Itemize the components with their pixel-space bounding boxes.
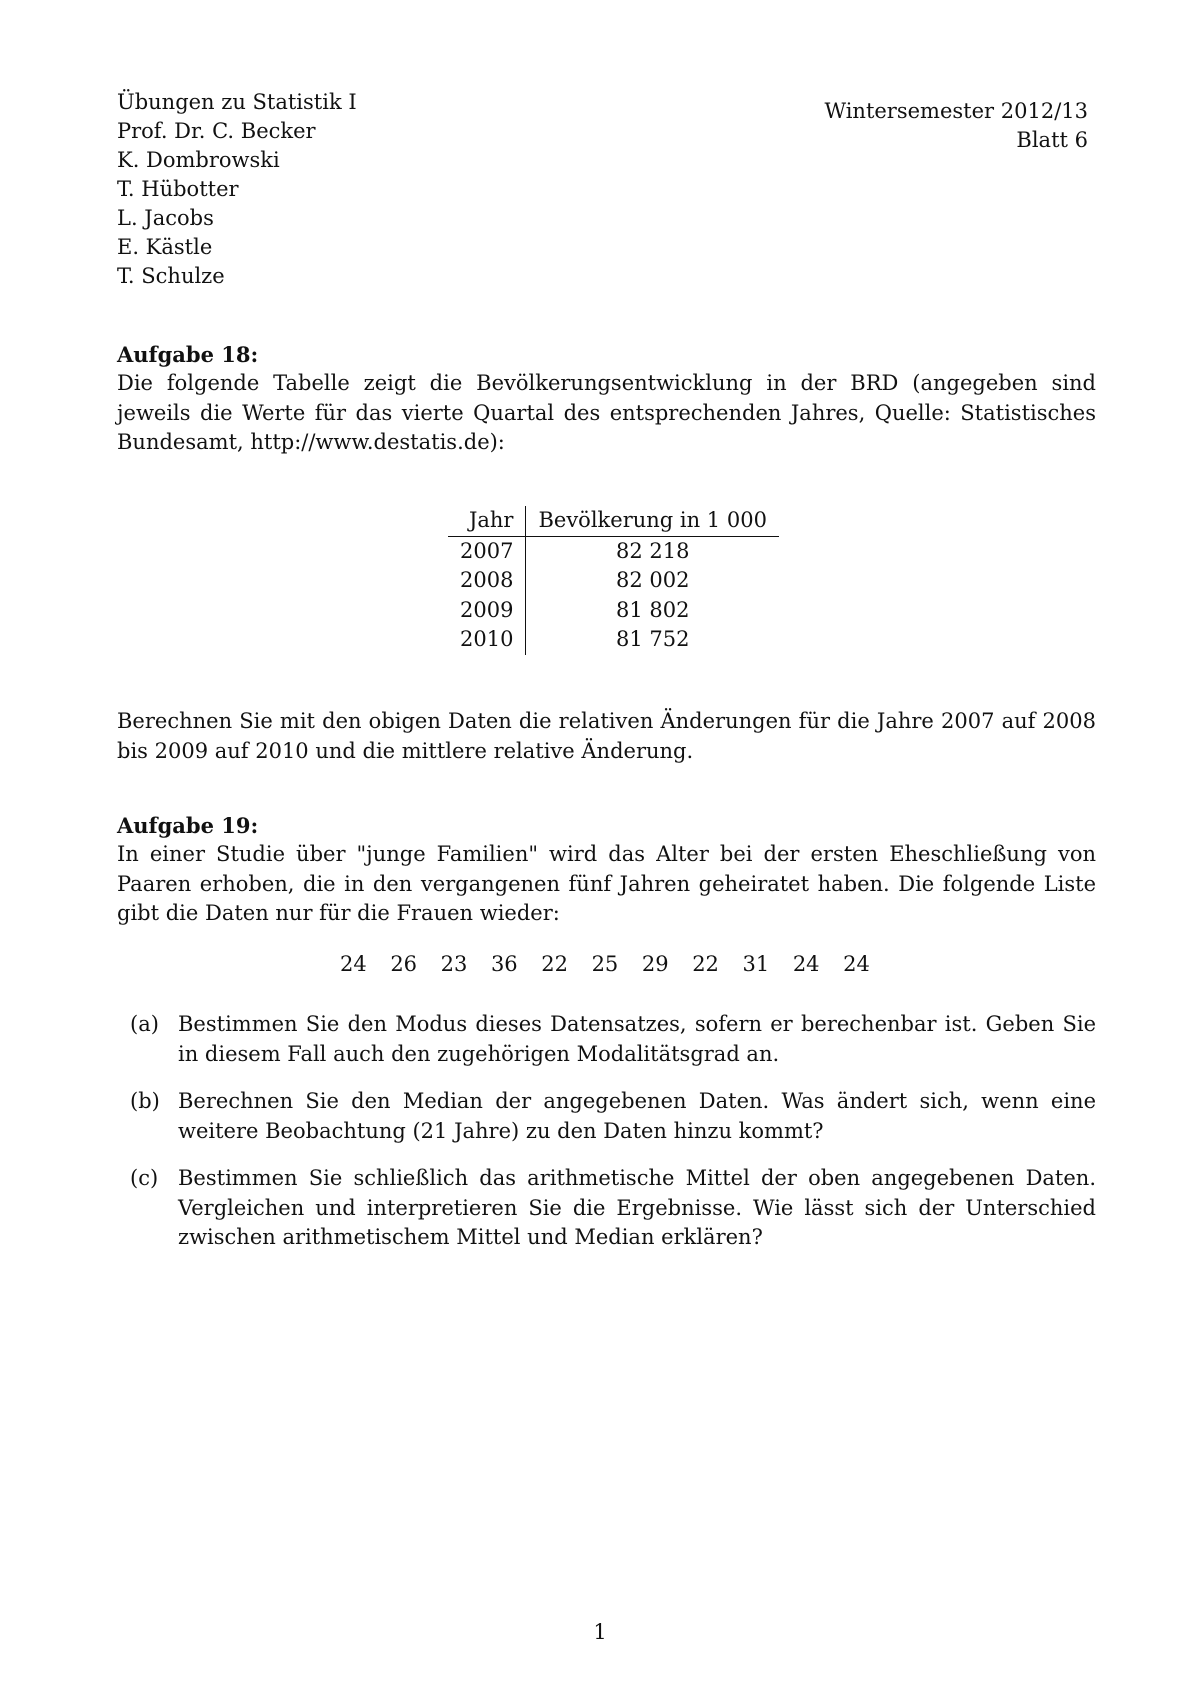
table-row [448, 625, 779, 655]
data-value: 25 [591, 952, 619, 976]
population-cell: 81 802 [615, 597, 690, 622]
table-row [448, 536, 779, 566]
course-header [117, 88, 677, 291]
column-header-population: Bevölkerung in 1 000 [526, 506, 779, 536]
data-value: 31 [742, 952, 770, 976]
data-value: 36 [490, 952, 518, 976]
task-18-heading: Aufgabe 18: [117, 342, 259, 367]
year-cell: 2008 [448, 566, 526, 596]
table-row [448, 596, 779, 626]
data-value: 22 [692, 952, 719, 976]
course-title: Übungen zu Statistik I [117, 90, 357, 114]
population-table [448, 506, 779, 655]
data-value: 22 [541, 952, 568, 976]
subtask-text: Bestimmen Sie schließlich das arithmetische Mittel der oben angegebenen Daten. Vergleichen und interpretieren Sie die Ergebnisse. Wie lässt sich der Unterschied zwischen arithmetischem Mittel und Median erklären? [178, 1166, 1096, 1249]
task-18-question-block [117, 707, 1096, 766]
list-item [130, 1010, 1096, 1069]
data-value: 24 [843, 952, 870, 976]
task-19-heading: Aufgabe 19: [117, 813, 259, 838]
population-cell: 82 002 [615, 568, 690, 592]
year-cell: 2009 [448, 596, 526, 626]
tutor-name: E. Kästle [117, 235, 213, 259]
data-value: 24 [340, 952, 367, 976]
subtask-label: (b) [130, 1089, 160, 1113]
year-cell: 2007 [448, 536, 526, 566]
year-cell: 2010 [448, 625, 526, 655]
table-header-row [448, 506, 779, 536]
task-19-section [117, 811, 1096, 929]
task-19-subtasks [130, 1010, 1096, 1271]
semester-label: Wintersemester 2012/13 [824, 99, 1088, 123]
sheet-number: Blatt 6 [1016, 128, 1088, 152]
tutor-name: K. Dombrowski [117, 148, 280, 172]
tutor-name: L. Jacobs [117, 206, 214, 230]
subtask-text: Bestimmen Sie den Modus dieses Datensatzes, sofern er berechenbar ist. Geben Sie in diesem Fall auch den zugehörigen Modalitätsgrad an. [178, 1012, 1096, 1066]
page-number: 1 [593, 1620, 607, 1644]
tutor-name: T. Schulze [117, 264, 225, 288]
data-value: 29 [641, 952, 669, 976]
table-row [448, 566, 779, 596]
task-18-intro: Die folgende Tabelle zeigt die Bevölkerungsentwicklung in der BRD (angegeben sind jeweils die Werte für das vierte Quartal des entsprechenden Jahres, Quelle: Statistisches Bundesamt, http://www.destatis.de): [117, 371, 1096, 454]
population-cell: 82 218 [615, 538, 690, 563]
instructor-name: Prof. Dr. C. Becker [117, 119, 316, 143]
tutor-name: T. Hübotter [117, 177, 239, 201]
list-item [130, 1087, 1096, 1146]
population-cell: 81 752 [615, 627, 690, 651]
task-18-question: Berechnen Sie mit den obigen Daten die relativen Änderungen für die Jahre 2007 auf 2008 bis 2009 auf 2010 und die mittlere relative Änderung. [117, 709, 1096, 763]
semester-header [824, 97, 1088, 155]
subtask-label: (a) [130, 1012, 159, 1036]
list-item [130, 1164, 1096, 1253]
task-19-intro: In einer Studie über "junge Familien" wird das Alter bei der ersten Eheschließung von Paaren erhoben, die in den vergangenen fünf Jahren geheiratet haben. Die folgende Liste gibt die Daten nur für die Frauen wieder: [117, 842, 1096, 925]
age-data-list [340, 950, 870, 979]
data-value: 23 [440, 952, 468, 976]
task-18-section [117, 340, 1096, 458]
subtask-text: Berechnen Sie den Median der angegebenen Daten. Was ändert sich, wenn eine weitere Beobachtung (21 Jahre) zu den Daten hinzu kommt? [178, 1089, 1096, 1143]
subtask-label: (c) [130, 1166, 159, 1190]
data-value: 24 [792, 952, 820, 976]
column-header-year: Jahr [448, 506, 526, 536]
data-value: 26 [390, 952, 418, 976]
